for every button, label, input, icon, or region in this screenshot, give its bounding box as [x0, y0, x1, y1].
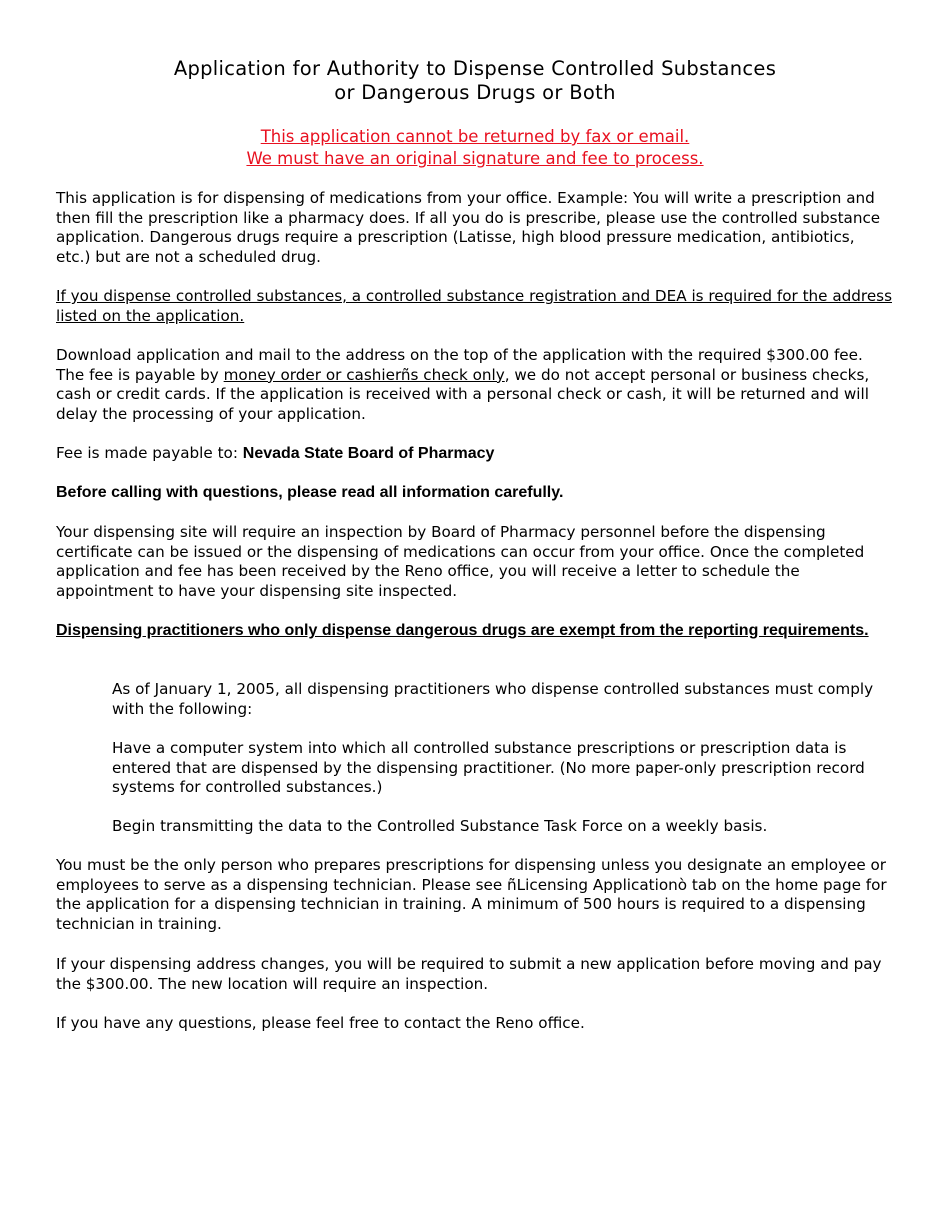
download-text-1: Download application and mail to the address on the top of the application with the required $300.00 fee. The fee is payable by: [56, 346, 863, 384]
as-of-paragraph: As of January 1, 2005, all dispensing practitioners who dispense controlled substances must comply with the following:: [112, 680, 874, 718]
fax-email-warning: [0, 126, 950, 170]
questions-paragraph: If you have any questions, please feel free to contact the Reno office.: [56, 1014, 585, 1032]
inspection-paragraph: Your dispensing site will require an inspection by Board of Pharmacy personnel before the dispensing certificate can be issued or the dispensing of medications can occur from your office. Once the completed application and fee has been received by the Reno office, you will receive a letter to schedule the appointment to have your dispensing site inspected.: [56, 523, 865, 600]
registration-paragraph: If you dispense controlled substances, a controlled substance registration and DEA is required for the address listed on the application.: [56, 287, 892, 325]
download-paragraph: [56, 346, 892, 424]
warning-line-1: This application cannot be returned by fax or email.: [260, 127, 690, 146]
document-title: [0, 57, 950, 105]
transmit-paragraph: Begin transmitting the data to the Controlled Substance Task Force on a weekly basis.: [112, 817, 768, 835]
computer-system-paragraph: Have a computer system into which all controlled substance prescriptions or prescription data is entered that are dispensed by the dispensing practitioner. (No more paper-only prescription record systems for controlled substances.): [112, 739, 865, 797]
fee-payee: Nevada State Board of Pharmacy: [242, 445, 495, 462]
warning-line-2: We must have an original signature and fee to process.: [246, 149, 704, 168]
address-change-paragraph: If your dispensing address changes, you will be required to submit a new application before moving and pay the $300.00. The new location will require an inspection.: [56, 955, 882, 993]
title-line-1: Application for Authority to Dispense Controlled Substances: [173, 57, 777, 80]
title-line-2: or Dangerous Drugs or Both: [334, 81, 616, 104]
fee-label: Fee is made payable to:: [56, 444, 243, 462]
technician-paragraph: You must be the only person who prepares prescriptions for dispensing unless you designate an employee or employees to serve as a dispensing technician. Please see ñLicensing Applicationò tab on the home page for the application for a dispensing technician in training. A minimum of 500 hours is required to a dispensing technician in training.: [56, 856, 887, 933]
before-calling-notice: Before calling with questions, please read all information carefully.: [56, 484, 564, 501]
payment-method: money order or cashierñs check only: [223, 365, 505, 384]
intro-paragraph: This application is for dispensing of medications from your office. Example: You will write a prescription and then fill the prescription like a pharmacy does. If all you do is prescribe, please use the controlled substance application. Dangerous drugs require a prescription (Latisse, high blood pressure medication, antibiotics, etc.) but are not a scheduled drug.: [56, 189, 881, 266]
download-text-2: , we do not accept personal or business checks, cash or credit cards. If the application is received with a personal check or cash, it will be returned and will delay the processing of your application.: [56, 365, 870, 423]
exempt-notice: Dispensing practitioners who only dispense dangerous drugs are exempt from the reporting requirements.: [56, 622, 869, 639]
fee-paragraph: [56, 444, 892, 464]
